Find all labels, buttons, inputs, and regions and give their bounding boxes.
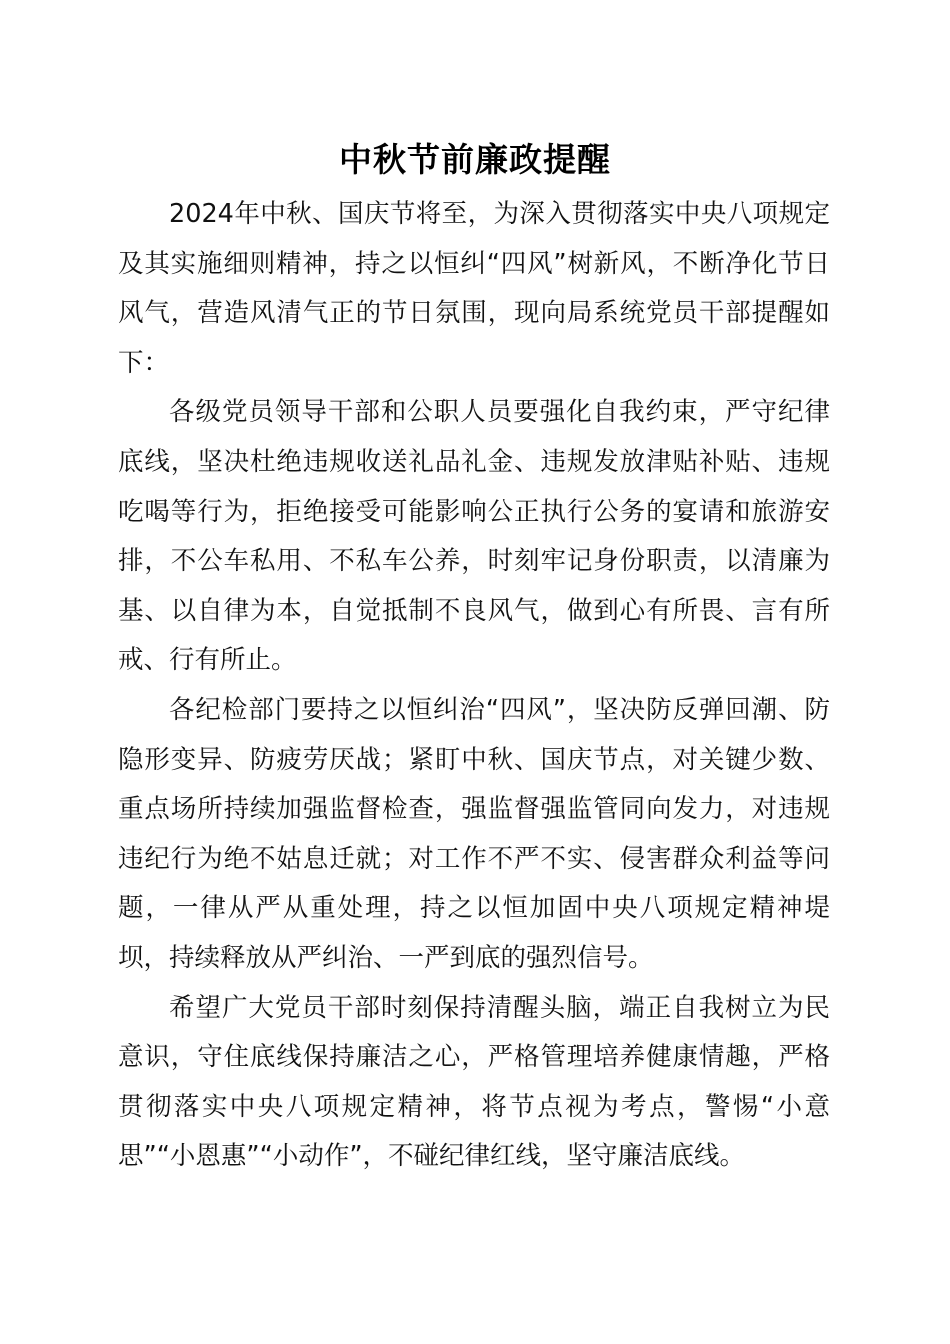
paragraph-1: 2024年中秋、国庆节将至，为深入贯彻落实中央八项规定及其实施细则精神，持之以恒纠“四风”树新风，不断净化节日风气，营造风清气正的节日氛围，现向局系统党员干部提醒如下： — [118, 199, 830, 378]
document-body — [118, 190, 830, 1182]
paragraph-2: 各级党员领导干部和公职人员要强化自我约束，严守纪律底线，坚决杜绝违规收送礼品礼金、违规发放津贴补贴、违规吃喝等行为，拒绝接受可能影响公正执行公务的宴请和旅游安排，不公车私用、不私车公养，时刻牢记身份职责，以清廉为基、以自律为本，自觉抵制不良风气，做到心有所畏、言有所戒、行有所止。 — [118, 397, 830, 676]
paragraph-3: 各纪检部门要持之以恒纠治“四风”，坚决防反弹回潮、防隐形变异、防疲劳厌战；紧盯中秋、国庆节点，对关键少数、重点场所持续加强监督检查，强监督强监管同向发力，对违规违纪行为绝不姑息迁就；对工作不严不实、侵害群众利益等问题，一律从严从重处理，持之以恒加固中央八项规定精神堤坝，持续释放从严纠治、一严到底的强烈信号。 — [118, 694, 830, 973]
document-title: 中秋节前廉政提醒 — [339, 140, 611, 179]
paragraph-4: 希望广大党员干部时刻保持清醒头脑，端正自我树立为民意识，守住底线保持廉洁之心，严格管理培养健康情趣，严格贯彻落实中央八项规定精神，将节点视为考点，警惕“小意思”“小恩惠”“小动作”，不碰纪律红线，坚守廉洁底线。 — [118, 992, 830, 1172]
